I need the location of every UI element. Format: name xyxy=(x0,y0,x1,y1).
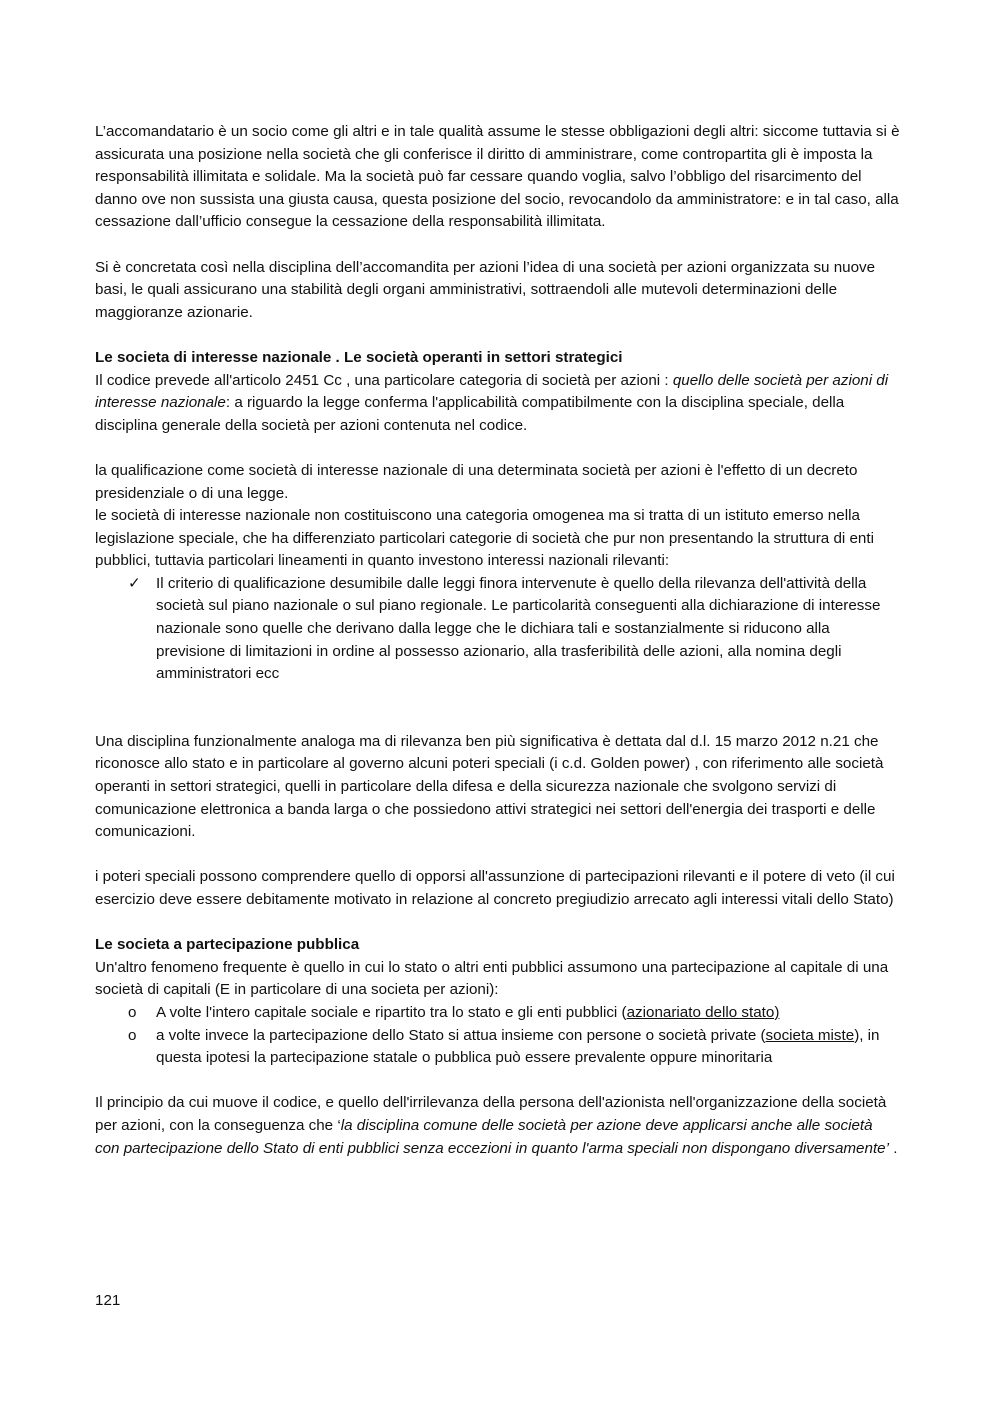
paragraph-accomandita: Si è concretata così nella disciplina dell’accomandita per azioni l’idea di una società per azioni organizzata su nuove basi, le quali assicurano una stabilità degli organi amministrativi, sottraendoli alle mutevoli determinazioni delle maggioranze azionarie. xyxy=(95,258,876,321)
paragraph-golden-power: Una disciplina funzionalmente analoga ma di rilevanza ben più significativa è dettata dal d.l. 15 marzo 2012 n.21 che riconosce allo stato e in particolare al governo alcuni poteri speciali (i c.d. Golden power) , con riferimento alle società operanti in settori strategici, quelli in particolare della difesa e della sicurezza nazionale che svolgono servizi di comunicazione elettronica a banda larga o che possiedono attivi strategici nei settori dell'energia dei trasporti e delle comunicazioni. xyxy=(95,732,884,841)
spacer xyxy=(95,324,901,347)
heading-partecipazione-pubblica: Le societa a partecipazione pubblica xyxy=(95,936,360,954)
italic-quote: la disciplina comune delle società per azione deve applicarsi anche alle società con partecipazione dello Stato di enti pubblici senza eccezioni in quanto l'arma speciali non dispongano diversamente’ xyxy=(95,1116,889,1157)
spacer xyxy=(95,1070,901,1093)
document-body xyxy=(95,121,901,1160)
list-item xyxy=(128,573,901,686)
text-segment: A volte l'intero capitale sociale e ripartito tra lo stato e gli enti pubblici ( xyxy=(156,1003,627,1021)
checklist xyxy=(95,573,901,686)
text-segment: a volte invece la partecipazione dello Stato si attua insieme con persone o società private ( xyxy=(156,1026,766,1044)
spacer xyxy=(95,912,901,935)
italic-segment: quello delle società per azioni di interesse nazionale xyxy=(95,371,889,412)
page-number: 121 xyxy=(95,1292,121,1309)
spacer xyxy=(95,234,901,257)
text-segment: Il principio da cui muove il codice, e quello dell'irrilevanza della persona dell'azionista nell'organizzazione della società per azioni, con la conseguenza che ‘ xyxy=(95,1094,887,1134)
paragraph-fenomeno: Un'altro fenomeno frequente è quello in cui lo stato o altri enti pubblici assumono una partecipazione al capitale di una società di capitali (E in particolare di una societa per azioni): xyxy=(95,958,889,999)
list-item-text: Il criterio di qualificazione desumibile dalle leggi finora intervenute è quello della rilevanza dell'attività della società sul piano nazionale o sul piano regionale. Le particolarità conseguenti alla dichiarazione di interesse nazionale sono quelle che derivano dalla legge che le dichiara tali e sostanzialmente si riducono alla previsione di limitazioni in ordine al possesso azionario, alla trasferibilità delle azioni, alla nomina degli amministratori ecc xyxy=(156,574,881,683)
underlined-term: azionariato dello stato) xyxy=(626,1003,780,1021)
spacer xyxy=(95,844,901,867)
text-segment: : a riguardo la legge conferma l'applicabilità compatibilmente con la disciplina speciale, della disciplina generale della società per azioni contenuta nel codice. xyxy=(95,394,845,434)
paragraph-poteri-speciali: i poteri speciali possono comprendere quello di opporsi all'assunzione di partecipazioni rilevanti e il potere di veto (il cui esercizio deve essere debitamente motivato in relazione al concreto pregiudizio arrecato agli interessi vitali dello Stato) xyxy=(95,868,895,908)
paragraph-qualificazione: la qualificazione come società di interesse nazionale di una determinata società per azioni è l'effetto di un decreto presidenziale o di una legge. xyxy=(95,461,858,502)
text-segment: ), in questa ipotesi la partecipazione statale o pubblica può essere prevalente oppure minoritaria xyxy=(156,1026,880,1067)
paragraph-principio xyxy=(95,1092,901,1160)
checkmark-icon: ✓ xyxy=(128,574,141,592)
bullet-icon: o xyxy=(128,1003,137,1021)
spacer xyxy=(95,686,901,731)
spacer xyxy=(95,437,901,460)
list-item xyxy=(128,1025,901,1070)
paragraph-categoria: le società di interesse nazionale non costituiscono una categoria omogenea ma si tratta di un istituto emerso nella legislazione speciale, che ha differenziato particolari categorie di società che pur non presentando la struttura di enti pubblici, tuttavia particolari lineamenti in quanto investono interessi nazionali rilevanti: xyxy=(95,507,874,570)
bullet-list xyxy=(95,1002,901,1070)
heading-interesse-nazionale: Le societa di interesse nazionale . Le società operanti in settori strategici xyxy=(95,348,623,366)
text-segment: Il codice prevede all'articolo 2451 Cc , una particolare categoria di società per azioni : xyxy=(95,371,673,389)
list-item xyxy=(128,1002,901,1025)
text-segment: . xyxy=(889,1139,898,1157)
paragraph-accomandatario: L’accomandatario è un socio come gli altri e in tale qualità assume le stesse obbligazioni degli altri: siccome tuttavia si è assicurata una posizione nella società che gli conferisce il diritto di amministrare, come contropartita gli è imposta la responsabilità illimitata e solidale. Ma la società può far cessare quando voglia, salvo l’obbligo del risarcimento del danno ove non sussista una giusta causa, questa posizione del socio, revocandolo da amministratore: e in tal caso, alla cessazione dall’ufficio consegue la cessazione della responsabilità illimitata. xyxy=(95,123,900,231)
underlined-term: societa miste xyxy=(765,1026,855,1044)
bullet-icon: o xyxy=(128,1026,137,1044)
paragraph-codice-2451 xyxy=(95,370,901,438)
